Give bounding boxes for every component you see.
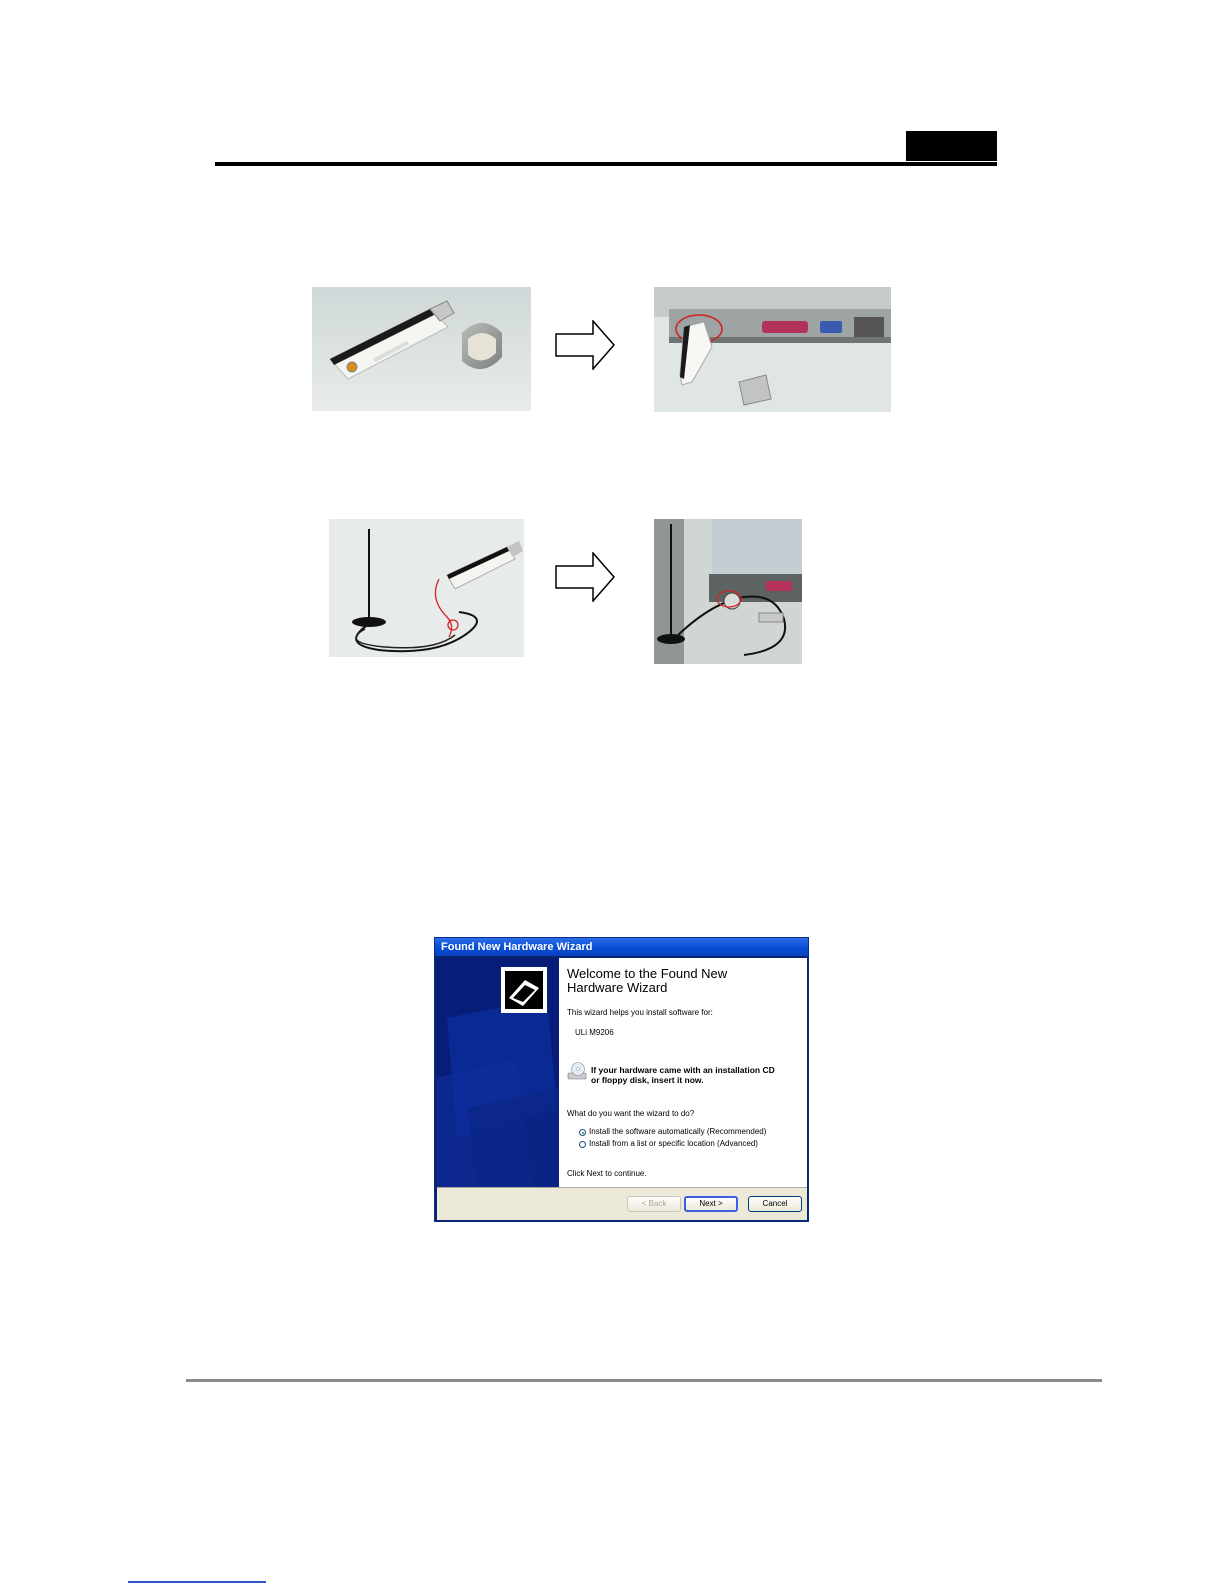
- wizard-content: [559, 958, 807, 1187]
- radio-install-from-list-label[interactable]: Install from a list or specific location (Advanced): [589, 1139, 758, 1148]
- wizard-heading: [567, 967, 803, 995]
- back-button[interactable]: < Back: [627, 1196, 681, 1212]
- footer-rule: [186, 1379, 1102, 1382]
- arrow-right-icon: [555, 552, 615, 602]
- wizard-side-panel: [437, 958, 559, 1187]
- wizard-device-name: ULi M9206: [575, 1028, 614, 1037]
- wizard-cd-line1: If your hardware came with an installation CD: [591, 1065, 775, 1075]
- wizard-intro: This wizard helps you install software for:: [567, 1008, 713, 1017]
- header-rule: [215, 162, 997, 166]
- radio-install-auto[interactable]: [579, 1129, 586, 1136]
- arrow-right-icon: [555, 320, 615, 370]
- wizard-question: What do you want the wizard to do?: [567, 1109, 695, 1118]
- wizard-button-bar: [437, 1187, 807, 1220]
- photo-antenna-in-laptop: [654, 519, 802, 664]
- wizard-heading-line2: Hardware Wizard: [567, 980, 668, 995]
- next-button[interactable]: Next >: [684, 1196, 738, 1212]
- photo-antenna-cable: [329, 519, 524, 657]
- radio-install-from-list[interactable]: [579, 1141, 586, 1148]
- wizard-heading-line1: Welcome to the Found New: [567, 966, 728, 981]
- wizard-title-bar[interactable]: Found New Hardware Wizard: [435, 938, 808, 956]
- wizard-continue-hint: Click Next to continue.: [567, 1169, 647, 1178]
- photo-usb-stick: [312, 287, 531, 411]
- cancel-button[interactable]: Cancel: [748, 1196, 802, 1212]
- header-black-block: [906, 131, 997, 161]
- wizard-cd-line2: or floppy disk, insert it now.: [591, 1075, 704, 1085]
- radio-install-auto-label[interactable]: Install the software automatically (Recommended): [589, 1127, 767, 1136]
- photo-usb-in-laptop: [654, 287, 891, 412]
- wizard-window: [434, 937, 809, 1222]
- footer-link-underline[interactable]: [128, 1581, 266, 1583]
- cd-drive-icon: [567, 1061, 587, 1081]
- wizard-side-art: [437, 958, 559, 1187]
